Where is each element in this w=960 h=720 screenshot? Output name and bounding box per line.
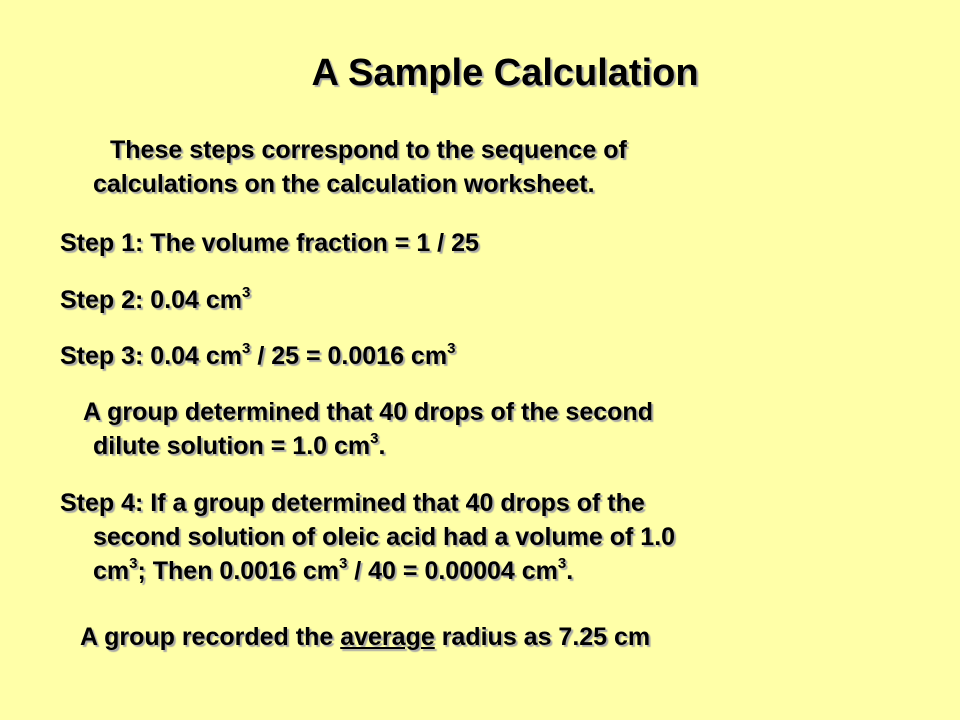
final-note-a: A group recorded the <box>80 623 341 651</box>
superscript-3: 3 <box>242 339 251 357</box>
note-1-line-2-end: . <box>378 432 386 460</box>
step-3 <box>60 339 455 373</box>
final-note-b: radius as 7.25 cm <box>434 623 651 651</box>
note-1-paragraph <box>83 395 653 463</box>
step-4-paragraph <box>60 486 675 588</box>
step-4-line-3-a: cm <box>93 557 130 585</box>
superscript-3: 3 <box>242 283 251 301</box>
superscript-3: 3 <box>338 554 348 572</box>
step-4-line-3 <box>60 554 675 588</box>
note-1-line-1: A group determined that 40 drops of the second <box>83 398 653 426</box>
step-4-line-1: Step 4: If a group determined that 40 drops of the <box>60 489 645 517</box>
step-1: Step 1: The volume fraction = 1 / 25 <box>60 229 479 257</box>
note-1-line-2-text: dilute solution = 1.0 cm <box>93 432 371 460</box>
step-4-line-3-d: . <box>566 557 574 585</box>
superscript-3: 3 <box>370 429 379 447</box>
step-3-text-b: / 25 = 0.0016 cm <box>250 342 448 370</box>
note-1-line-2 <box>93 429 653 463</box>
slide-title: A Sample Calculation <box>311 52 699 94</box>
final-note-underlined: average <box>340 623 435 651</box>
intro-paragraph <box>93 133 627 201</box>
superscript-3: 3 <box>447 339 456 357</box>
intro-line-2: calculations on the calculation worksheet. <box>93 170 595 198</box>
step-4-line-3-c: / 40 = 0.00004 cm <box>347 557 558 585</box>
intro-line-1: These steps correspond to the sequence of <box>110 136 627 164</box>
superscript-3: 3 <box>557 554 567 572</box>
step-2 <box>60 283 250 317</box>
step-2-text: Step 2: 0.04 cm <box>60 286 243 314</box>
step-4-line-2: second solution of oleic acid had a volume of 1.0 <box>93 523 676 551</box>
step-4-line-3-b: ; Then 0.0016 cm <box>137 557 339 585</box>
final-note <box>80 620 650 654</box>
superscript-3: 3 <box>129 554 138 572</box>
step-3-text-a: Step 3: 0.04 cm <box>60 342 243 370</box>
